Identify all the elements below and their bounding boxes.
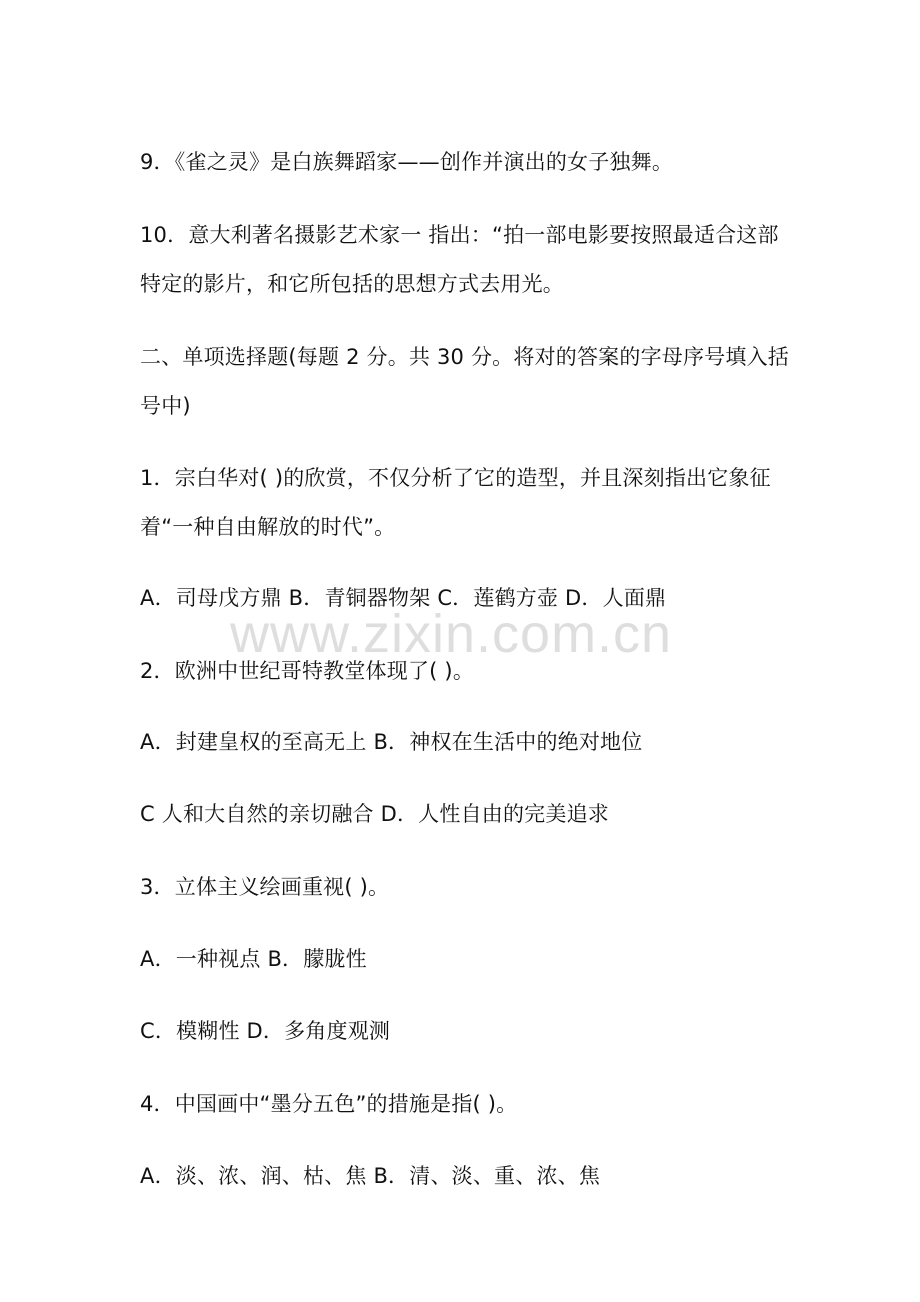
watermark: www.zixin.com.cn: [230, 604, 673, 664]
mc-question-1-options: A．司母戊方鼎 B．青铜器物架 C．莲鹤方壶 D．人面鼎: [140, 586, 667, 610]
mc-question-3-options-cd: C．模糊性 D．多角度观测: [140, 1019, 391, 1043]
mc-question-1-line-2: 着“一种自由解放的时代”。: [140, 515, 396, 539]
mc-question-3: 3．立体主义绘画重视( )。: [140, 875, 390, 899]
mc-question-2-options-ab: A．封建皇权的至高无上 B．神权在生活中的绝对地位: [140, 730, 643, 754]
section-heading-line-2: 号中): [140, 394, 191, 418]
mc-question-4: 4．中国画中“墨分五色”的措施是指( )。: [140, 1092, 518, 1116]
mc-question-1-line-1: 1．宗白华对( )的欣赏，不仅分析了它的造型，并且深刻指出它象征: [140, 466, 771, 490]
mc-question-4-options-ab: A．淡、浓、润、枯、焦 B．清、淡、重、浓、焦: [140, 1164, 601, 1188]
question-10-line-1: 10．意大利著名摄影艺术家一 指出：“拍一部电影要按照最适合这部: [140, 223, 779, 247]
mc-question-3-options-ab: A．一种视点 B．朦胧性: [140, 947, 367, 971]
section-heading-line-1: 二、单项选择题(每题 2 分。共 30 分。将对的答案的字母序号填入括: [140, 345, 789, 369]
question-9: 9．《雀之灵》是白族舞蹈家——创作并演出的女子独舞。: [140, 150, 674, 174]
question-10-line-2: 特定的影片，和它所包括的思想方式去用光。: [140, 272, 564, 296]
mc-question-2-options-cd: C 人和大自然的亲切融合 D．人性自由的完美追求: [140, 802, 609, 826]
mc-question-2: 2．欧洲中世纪哥特教堂体现了( )。: [140, 659, 475, 683]
